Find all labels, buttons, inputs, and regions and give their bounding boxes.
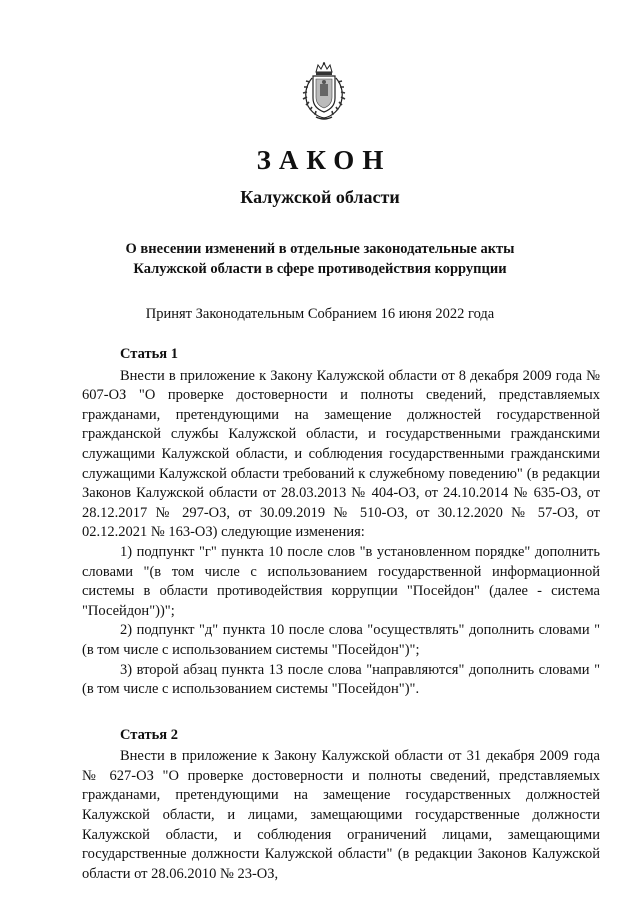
document-body [82, 345, 600, 884]
article-2-title: Статья 2 [120, 726, 178, 743]
law-heading-line-2: Калужской области в сфере противодействия коррупции [133, 261, 507, 277]
document-subtitle: Калужской области [240, 187, 400, 207]
kaluga-coat-of-arms-icon [296, 62, 352, 122]
law-heading-line-1: О внесении изменений в отдельные законодательные акты [125, 241, 515, 257]
adoption-date: Принят Законодательным Собранием 16 июня 2022 года [145, 306, 495, 322]
article-2-intro: Внести в приложение к Закону Калужской области от 31 декабря 2009 года № 627-ОЗ "О проверке достоверности и полноты сведений, представляемых гражданами, претендующими на замещение государственных должностей Калужской области, и лицами, замещающими государственные должности Калужской области, и соблюдения ограничений лицами, замещающими государственные должности Калужской области" (в редакции Законов Калужской области от 28.06.2010 № 23-ОЗ, [82, 748, 600, 882]
article-1-intro: Внести в приложение к Закону Калужской области от 8 декабря 2009 года № 607-ОЗ "О проверке достоверности и полноты сведений, представляемых гражданами, претендующими на замещение должностей государственной гражданской службы Калужской области, и государственными гражданскими служащими Калужской области, и соблюдения государственными гражданскими служащими Калужской области требований к служебному поведению" (в редакции Законов Калужской области от 28.03.2013 № 404-ОЗ, от 24.10.2014 № 635-ОЗ, от 28.12.2017 № 297-ОЗ, от 30.09.2019 № 510-ОЗ, от 30.12.2020 № 57-ОЗ, от 02.12.2021 № 163-ОЗ) следующие изменения: [82, 367, 600, 541]
document-title: ЗАКОН [256, 145, 392, 175]
article-1-item-2: 2) подпункт "д" пункта 10 после слова "осуществлять" дополнить словами "(в том числе с использованием системы "Посейдон")"; [82, 622, 600, 658]
article-1-title: Статья 1 [120, 346, 178, 362]
law-heading [0, 239, 640, 279]
article-1-item-3: 3) второй абзац пункта 13 после слова "направляются" дополнить словами "(в том числе с использованием системы "Посейдон")". [82, 661, 600, 698]
article-spacer [82, 700, 600, 726]
article-1-item-1: 1) подпункт "г" пункта 10 после слов "в установленном порядке" дополнить словами "(в том числе с использованием государственной информационной системы в области противодействия коррупции "Посейдон" (далее - система "Посейдон"))"; [82, 543, 600, 619]
